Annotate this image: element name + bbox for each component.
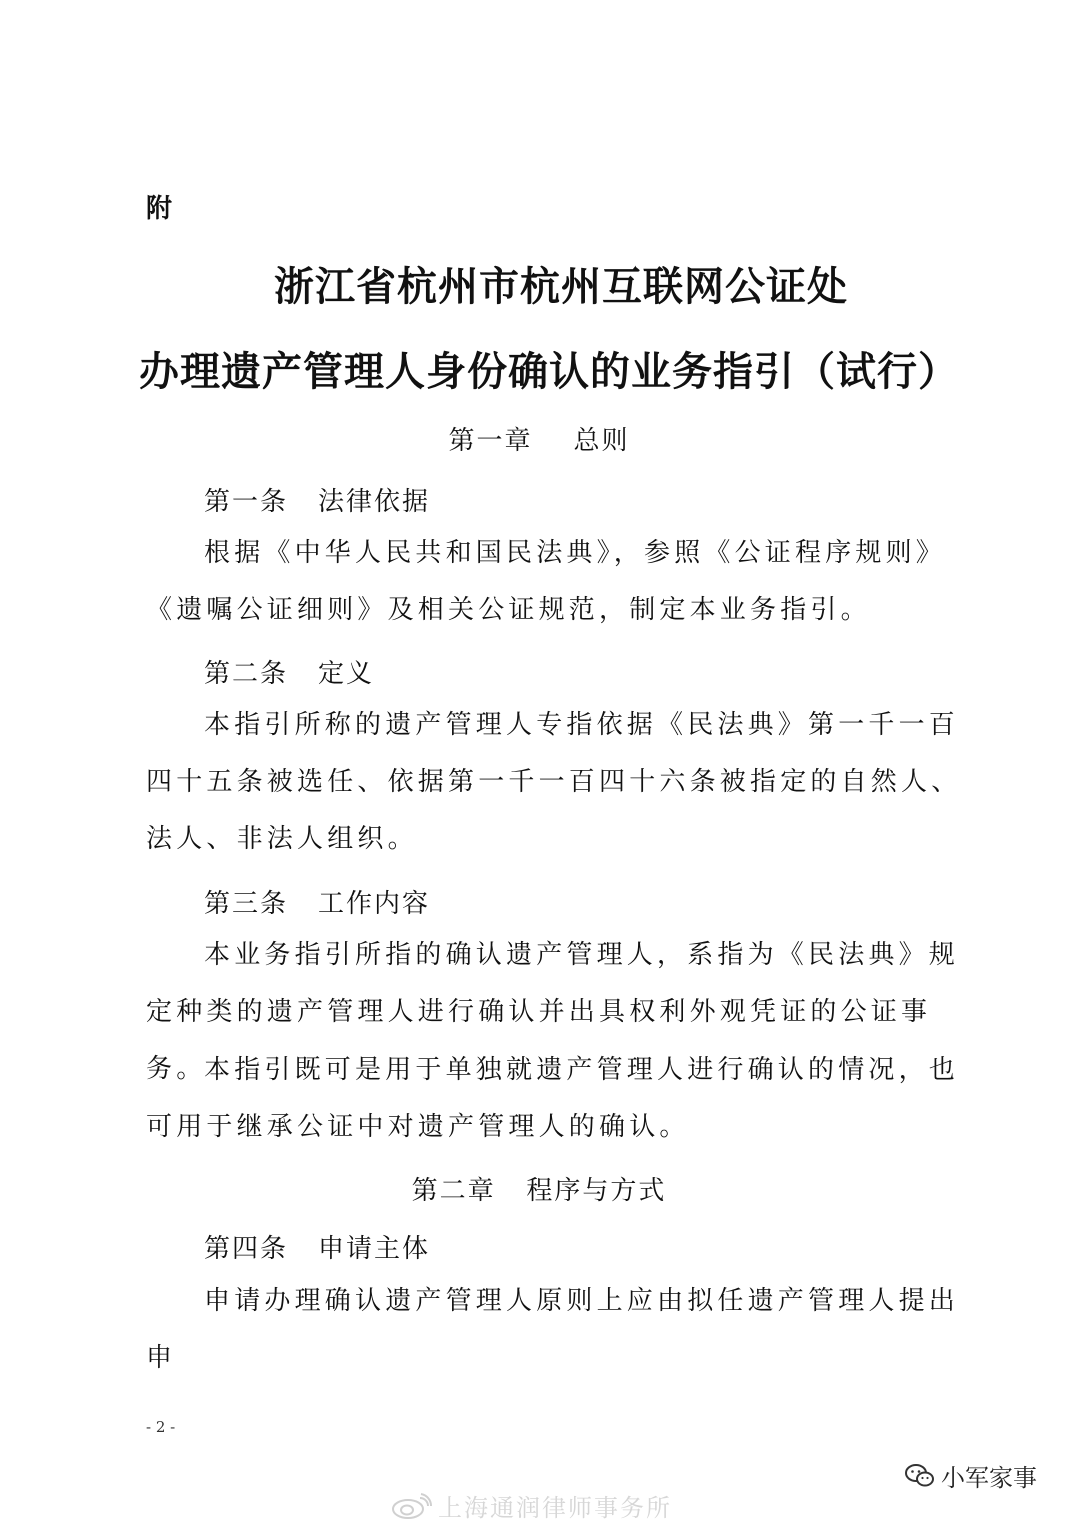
chapter-2-heading [0, 1170, 1078, 1207]
article-3-text-2: 本指引既可是用于单独就遗产管理人进行确认的情况，也可用于继承公证中对遗产管理人的确认。 [146, 1055, 960, 1142]
article-1-number: 第一条 [204, 487, 289, 517]
article-4-text: 申请办理确认遗产管理人原则上应由拟任遗产管理人提出申 [146, 1286, 960, 1373]
chapter-2-name: 程序与方式 [526, 1176, 667, 1206]
document-title-line2: 办理遗产管理人身份确认的业务指引（试行） [139, 348, 959, 395]
article-4-number: 第四条 [204, 1234, 289, 1264]
wechat-icon [905, 1463, 935, 1489]
document-title-line1: 浙江省杭州市杭州互联网公证处 [274, 263, 848, 310]
chapter-1-name: 总则 [573, 426, 630, 456]
article-3-title: 工作内容 [318, 889, 431, 919]
article-1-text: 根据《中华人民共和国民法典》，参照《公证程序规则》《遗嘱公证细则》及相关公证规范，制定本业务指引。 [146, 538, 947, 625]
article-1-title: 法律依据 [318, 487, 431, 517]
article-2-heading [204, 653, 374, 690]
weibo-watermark [390, 1488, 672, 1523]
article-3-text-1: 本业务指引所指的确认遗产管理人，系指为《民法典》规定种类的遗产管理人进行确认并出具权利外观凭证的公证事务。 [146, 940, 960, 1084]
weibo-account-name: 上海通润律师事务所 [438, 1494, 672, 1522]
wechat-watermark [905, 1458, 1037, 1493]
article-1-heading [204, 481, 430, 518]
article-3-number: 第三条 [204, 889, 289, 919]
article-4-heading [204, 1228, 430, 1265]
page-number: - 2 - [146, 1418, 176, 1436]
attachment-label: 附 [146, 194, 173, 224]
article-4-title: 申请主体 [318, 1234, 431, 1264]
weibo-icon [390, 1492, 432, 1520]
article-3-heading [204, 883, 430, 920]
chapter-1-heading [0, 420, 1078, 457]
article-2-title: 定义 [318, 659, 375, 689]
wechat-account-name: 小军家事 [941, 1464, 1037, 1492]
article-2-number: 第二条 [204, 659, 289, 689]
chapter-2-number: 第二章 [411, 1176, 496, 1206]
article-2-text: 本指引所称的遗产管理人专指依据《民法典》第一千一百四十五条被选任、依据第一千一百四十六条被指定的自然人、法人、非法人组织。 [146, 710, 962, 854]
chapter-1-number: 第一章 [448, 426, 533, 456]
